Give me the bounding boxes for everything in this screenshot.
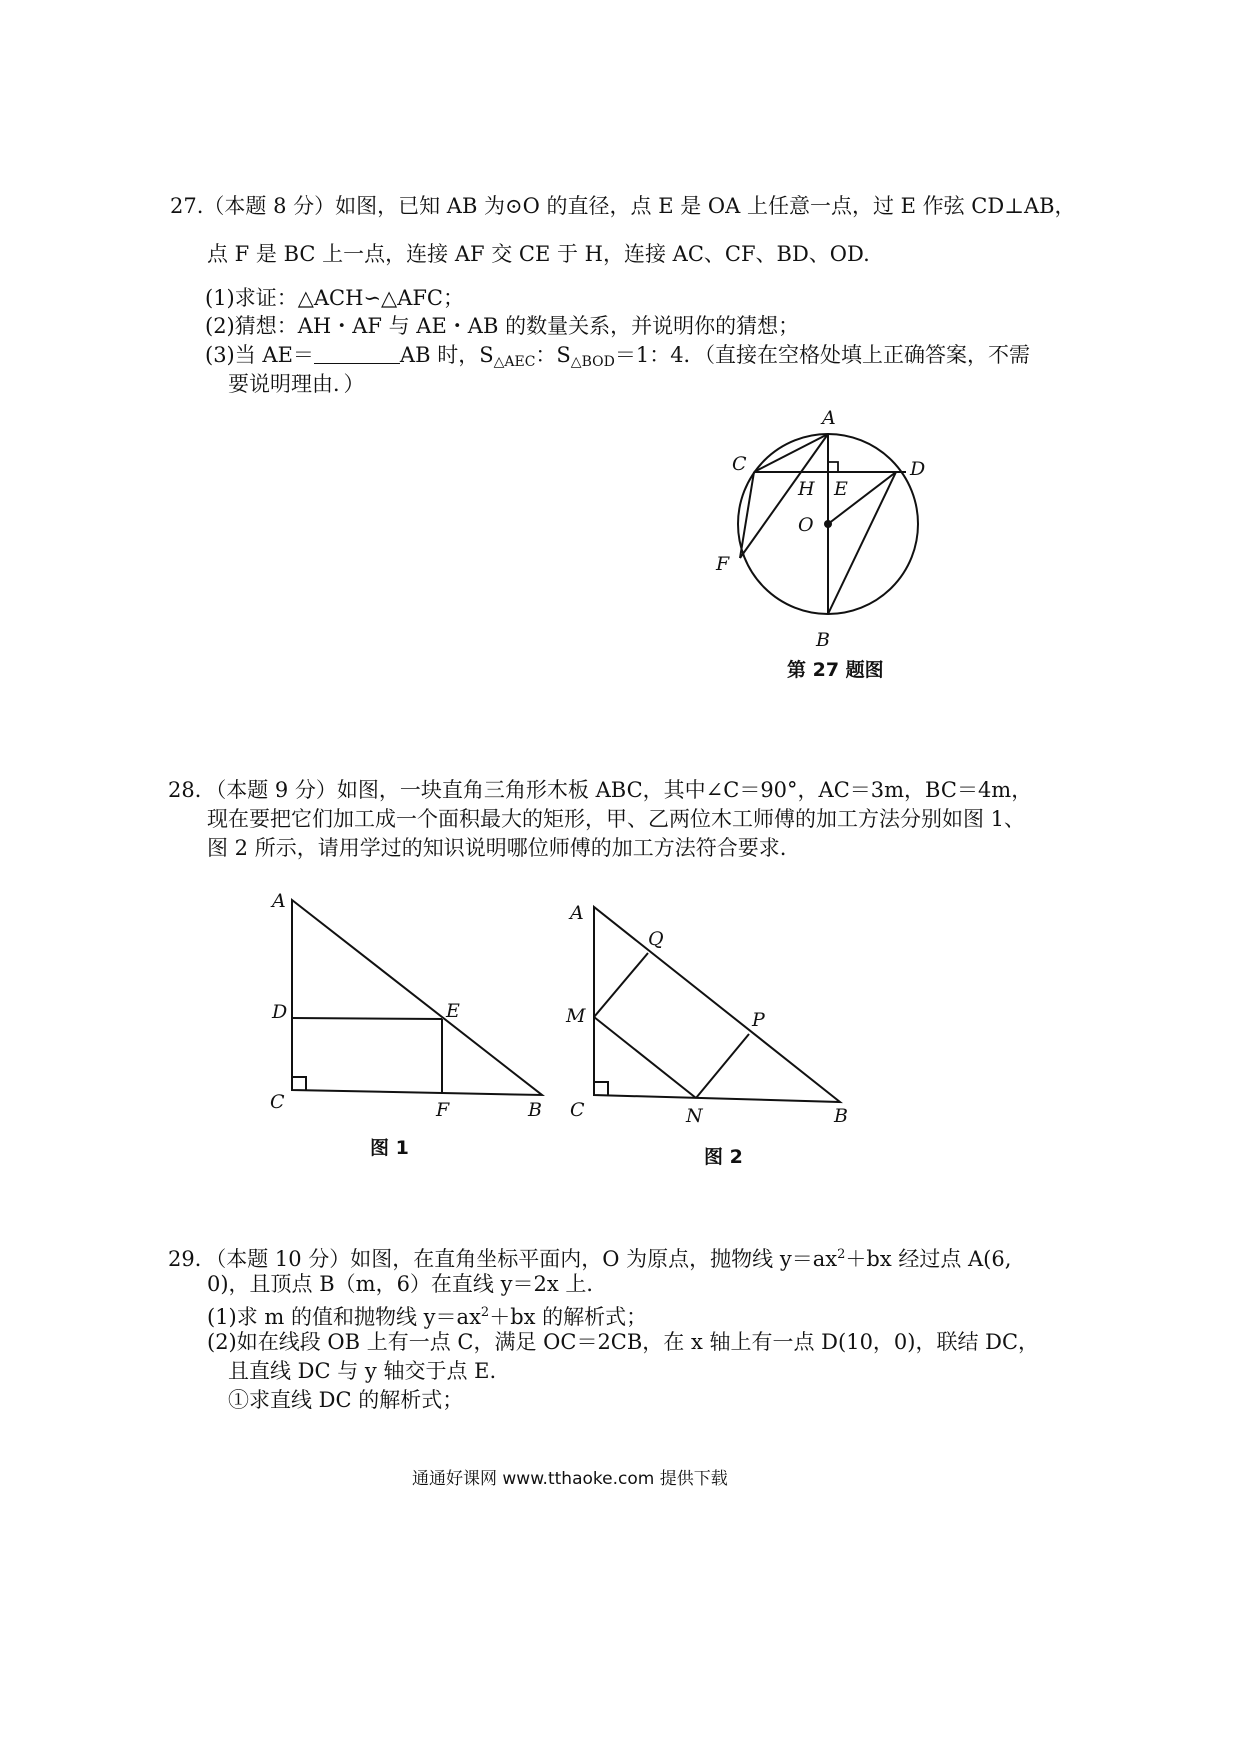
q29-part1 [207, 1299, 647, 1331]
triangle-abc [292, 900, 542, 1095]
center-dot-o [824, 520, 832, 528]
fig2-label-a: A [570, 902, 584, 924]
label-f: F [716, 553, 730, 575]
q27-part3-cont: 要说明理由．） [228, 372, 365, 396]
label-e: E [834, 478, 848, 500]
fig1-label-b: B [528, 1099, 542, 1121]
right-angle-mark-c-2 [594, 1082, 608, 1095]
q28-line3: 图 2 所示，请用学过的知识说明哪位师傅的加工方法符合要求. [207, 836, 787, 860]
q27-part3-b: AB 时，S [399, 343, 494, 367]
q29-line1-b: ＋bx 经过点 A(6, [845, 1247, 1012, 1271]
q27-sub-bod: △BOD [570, 354, 615, 370]
q27-part3-a: (3)当 AE＝ [205, 343, 314, 367]
q29-part1-sup: 2 [480, 1305, 490, 1320]
q29-part2-i: ①求直线 DC 的解析式； [228, 1388, 464, 1412]
q29-part1-a: (1)求 m 的值和抛物线 y＝ax [207, 1305, 481, 1329]
q28-fig2-caption: 图 2 [704, 1146, 743, 1168]
right-angle-mark-c [292, 1077, 306, 1090]
label-c: C [732, 453, 747, 475]
answer-blank[interactable] [314, 345, 400, 364]
fig1-label-e: E [446, 1000, 460, 1022]
q27-part2: (2)猜想：AH・AF 与 AE・AB 的数量关系，并说明你的猜想； [205, 314, 800, 338]
q29-line1 [168, 1241, 1011, 1273]
label-h: H [798, 478, 815, 500]
label-d: D [910, 458, 926, 480]
q29-part2: (2)如在线段 OB 上有一点 C，满足 OC＝2CB，在 x 轴上有一点 D(10，0)，联结 DC， [207, 1330, 1040, 1354]
q29-line1-sup: 2 [837, 1247, 846, 1262]
label-a: A [822, 407, 836, 429]
fig2-label-q: Q [648, 928, 664, 950]
q27-line1: 27.（本题 8 分）如图，已知 AB 为⊙O 的直径，点 E 是 OA 上任意一点，过 E 作弦 CD⊥AB， [170, 194, 1076, 218]
segment-af [740, 434, 828, 558]
q29-line1-a: 29．（本题 10 分）如图，在直角坐标平面内，O 为原点，抛物线 y＝ax [168, 1247, 838, 1271]
segment-mq [594, 953, 648, 1017]
q28-line2: 现在要把它们加工成一个面积最大的矩形，甲、乙两位木工师傅的加工方法分别如图 1、 [207, 807, 1026, 831]
fig2-label-c: C [570, 1099, 585, 1121]
right-angle-mark-e [828, 462, 838, 472]
fig1-label-f: F [436, 1099, 450, 1121]
label-b: B [816, 629, 830, 651]
fig2-label-n: N [686, 1105, 703, 1127]
q27-part3-d: ＝1：4．（直接在空格处填上正确答案，不需 [614, 343, 1031, 367]
segment-mn [594, 1017, 696, 1098]
q28-figure1 [260, 885, 560, 1135]
q28-line1: 28．（本题 9 分）如图，一块直角三角形木板 ABC，其中∠C＝90°，AC＝3m，BC＝4m， [168, 778, 1033, 802]
page-footer: 通通好课网 www.tthaoke.com 提供下载 [412, 1469, 728, 1489]
fig2-label-m: M [566, 1005, 586, 1027]
fig2-label-p: P [752, 1009, 765, 1031]
q29-part2-cont: 且直线 DC 与 y 轴交于点 E. [228, 1359, 497, 1383]
fig1-label-d: D [272, 1001, 288, 1023]
q27-line2: 点 F 是 BC 上一点，连接 AF 交 CE 于 H，连接 AC、CF、BD、OD. [207, 242, 870, 266]
q27-part3-c: ：S [535, 343, 571, 367]
fig1-label-a: A [272, 890, 286, 912]
q28-figure2 [560, 895, 870, 1135]
q27-circle-figure [700, 400, 960, 660]
q29-line2: 0)，且顶点 B（m，6）在直线 y＝2x 上． [207, 1272, 608, 1296]
segment-de [292, 1018, 442, 1019]
q28-fig1-caption: 图 1 [370, 1137, 409, 1159]
q27-part1: (1)求证：△ACH∽△AFC； [205, 286, 464, 310]
q27-figure-caption: 第 27 题图 [787, 659, 884, 681]
segment-np [696, 1034, 749, 1098]
label-o: O [798, 514, 814, 536]
fig1-label-c: C [270, 1091, 285, 1113]
q29-part1-b: ＋bx 的解析式； [489, 1305, 648, 1329]
q27-sub-aec: △AEC [493, 354, 536, 370]
fig2-label-b: B [834, 1105, 848, 1127]
segment-ac [754, 434, 828, 472]
